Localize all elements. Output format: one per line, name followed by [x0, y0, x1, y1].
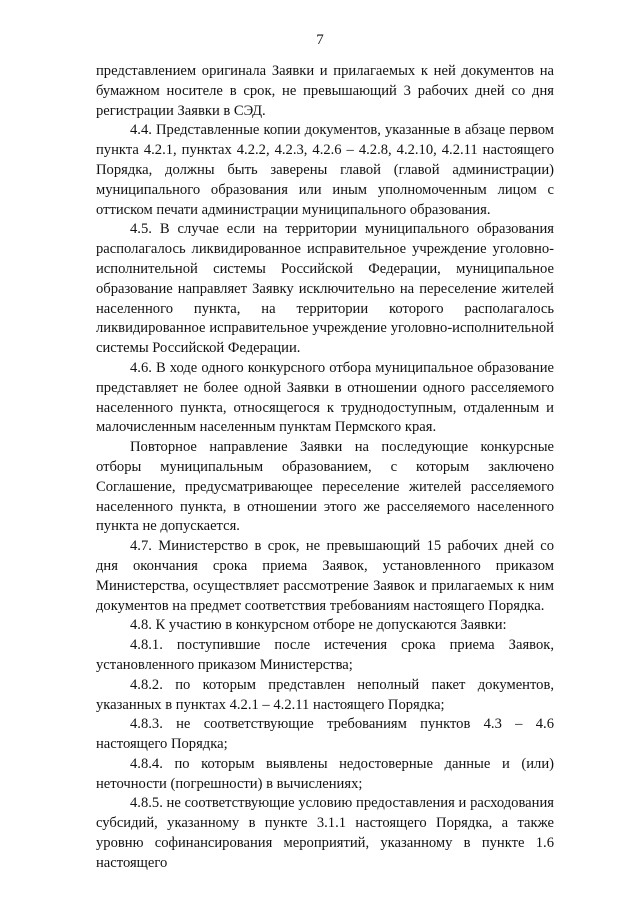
- paragraph-4-6: 4.6. В ходе одного конкурсного отбора муниципальное образование представляет не более одной Заявки в отношении одного расселяемого населенного пункта, относящегося к труднодоступным, отдаленным и малочисленным населенным пунктам Пермского края.: [96, 359, 554, 436]
- paragraph-continuation: представлением оригинала Заявки и прилагаемых к ней документов на бумажном носителе в срок, не превышающий 3 рабочих дней со дня регистрации Заявки в СЭД.: [96, 63, 554, 119]
- document-body: [96, 62, 554, 874]
- paragraph-4-7: 4.7. Министерство в срок, не превышающий 15 рабочих дней со дня окончания срока приема Заявок, установленного приказом Министерства, осуществляет рассмотрение Заявок и прилагаемых к ним документов на предмет соответствия требованиям настоящего Порядка.: [96, 538, 554, 614]
- paragraph-4-8: 4.8. К участию в конкурсном отборе не допускаются Заявки:: [130, 617, 507, 634]
- paragraph-4-5: 4.5. В случае если на территории муниципального образования располагалось ликвидированное исправительное учреждение уголовно-исполнительной системы Российской Федерации, муниципальное образование направляет Заявку исключительно на переселение жителей населенного пункта, на территории которого располагалось ликвидированное исправительное учреждение уголовно-исполнительной системы Российской Федерации.: [96, 221, 554, 357]
- paragraph-4-8-2: 4.8.2. по которым представлен неполный пакет документов, указанных в пунктах 4.2.1 – 4.2.11 настоящего Порядка;: [96, 676, 554, 713]
- paragraph-4-8-5: 4.8.5. не соответствующие условию предоставления и расходования субсидий, указанному в пункте 3.1.1 настоящего Порядка, а также уровню софинансирования мероприятий, указанному в пункте 1.6 настоящего: [96, 795, 554, 871]
- paragraph-4-8-4: 4.8.4. по которым выявлены недостоверные данные и (или) неточности (погрешности) в вычислениях;: [96, 755, 554, 792]
- page-number: 7: [316, 32, 324, 48]
- paragraph-repeat-submission: Повторное направление Заявки на последующие конкурсные отборы муниципальным образованием, с которым заключено Соглашение, предусматривающее переселение жителей расселяемого населенного пункта, в отношении этого же расселяемого населенного пункта не допускается.: [96, 439, 554, 535]
- paragraph-4-8-1: 4.8.1. поступившие после истечения срока приема Заявок, установленного приказом Министерства;: [96, 637, 554, 673]
- paragraph-4-4: 4.4. Представленные копии документов, указанные в абзаце первом пункта 4.2.1, пунктах 4.2.2, 4.2.3, 4.2.6 – 4.2.8, 4.2.10, 4.2.11 настоящего Порядка, должны быть заверены главой (главой администрации) муниципального образования или иным уполномоченным лицом с оттиском печати администрации муниципального образования.: [96, 122, 554, 218]
- paragraph-4-8-3: 4.8.3. не соответствующие требованиям пунктов 4.3 – 4.6 настоящего Порядка;: [96, 716, 554, 753]
